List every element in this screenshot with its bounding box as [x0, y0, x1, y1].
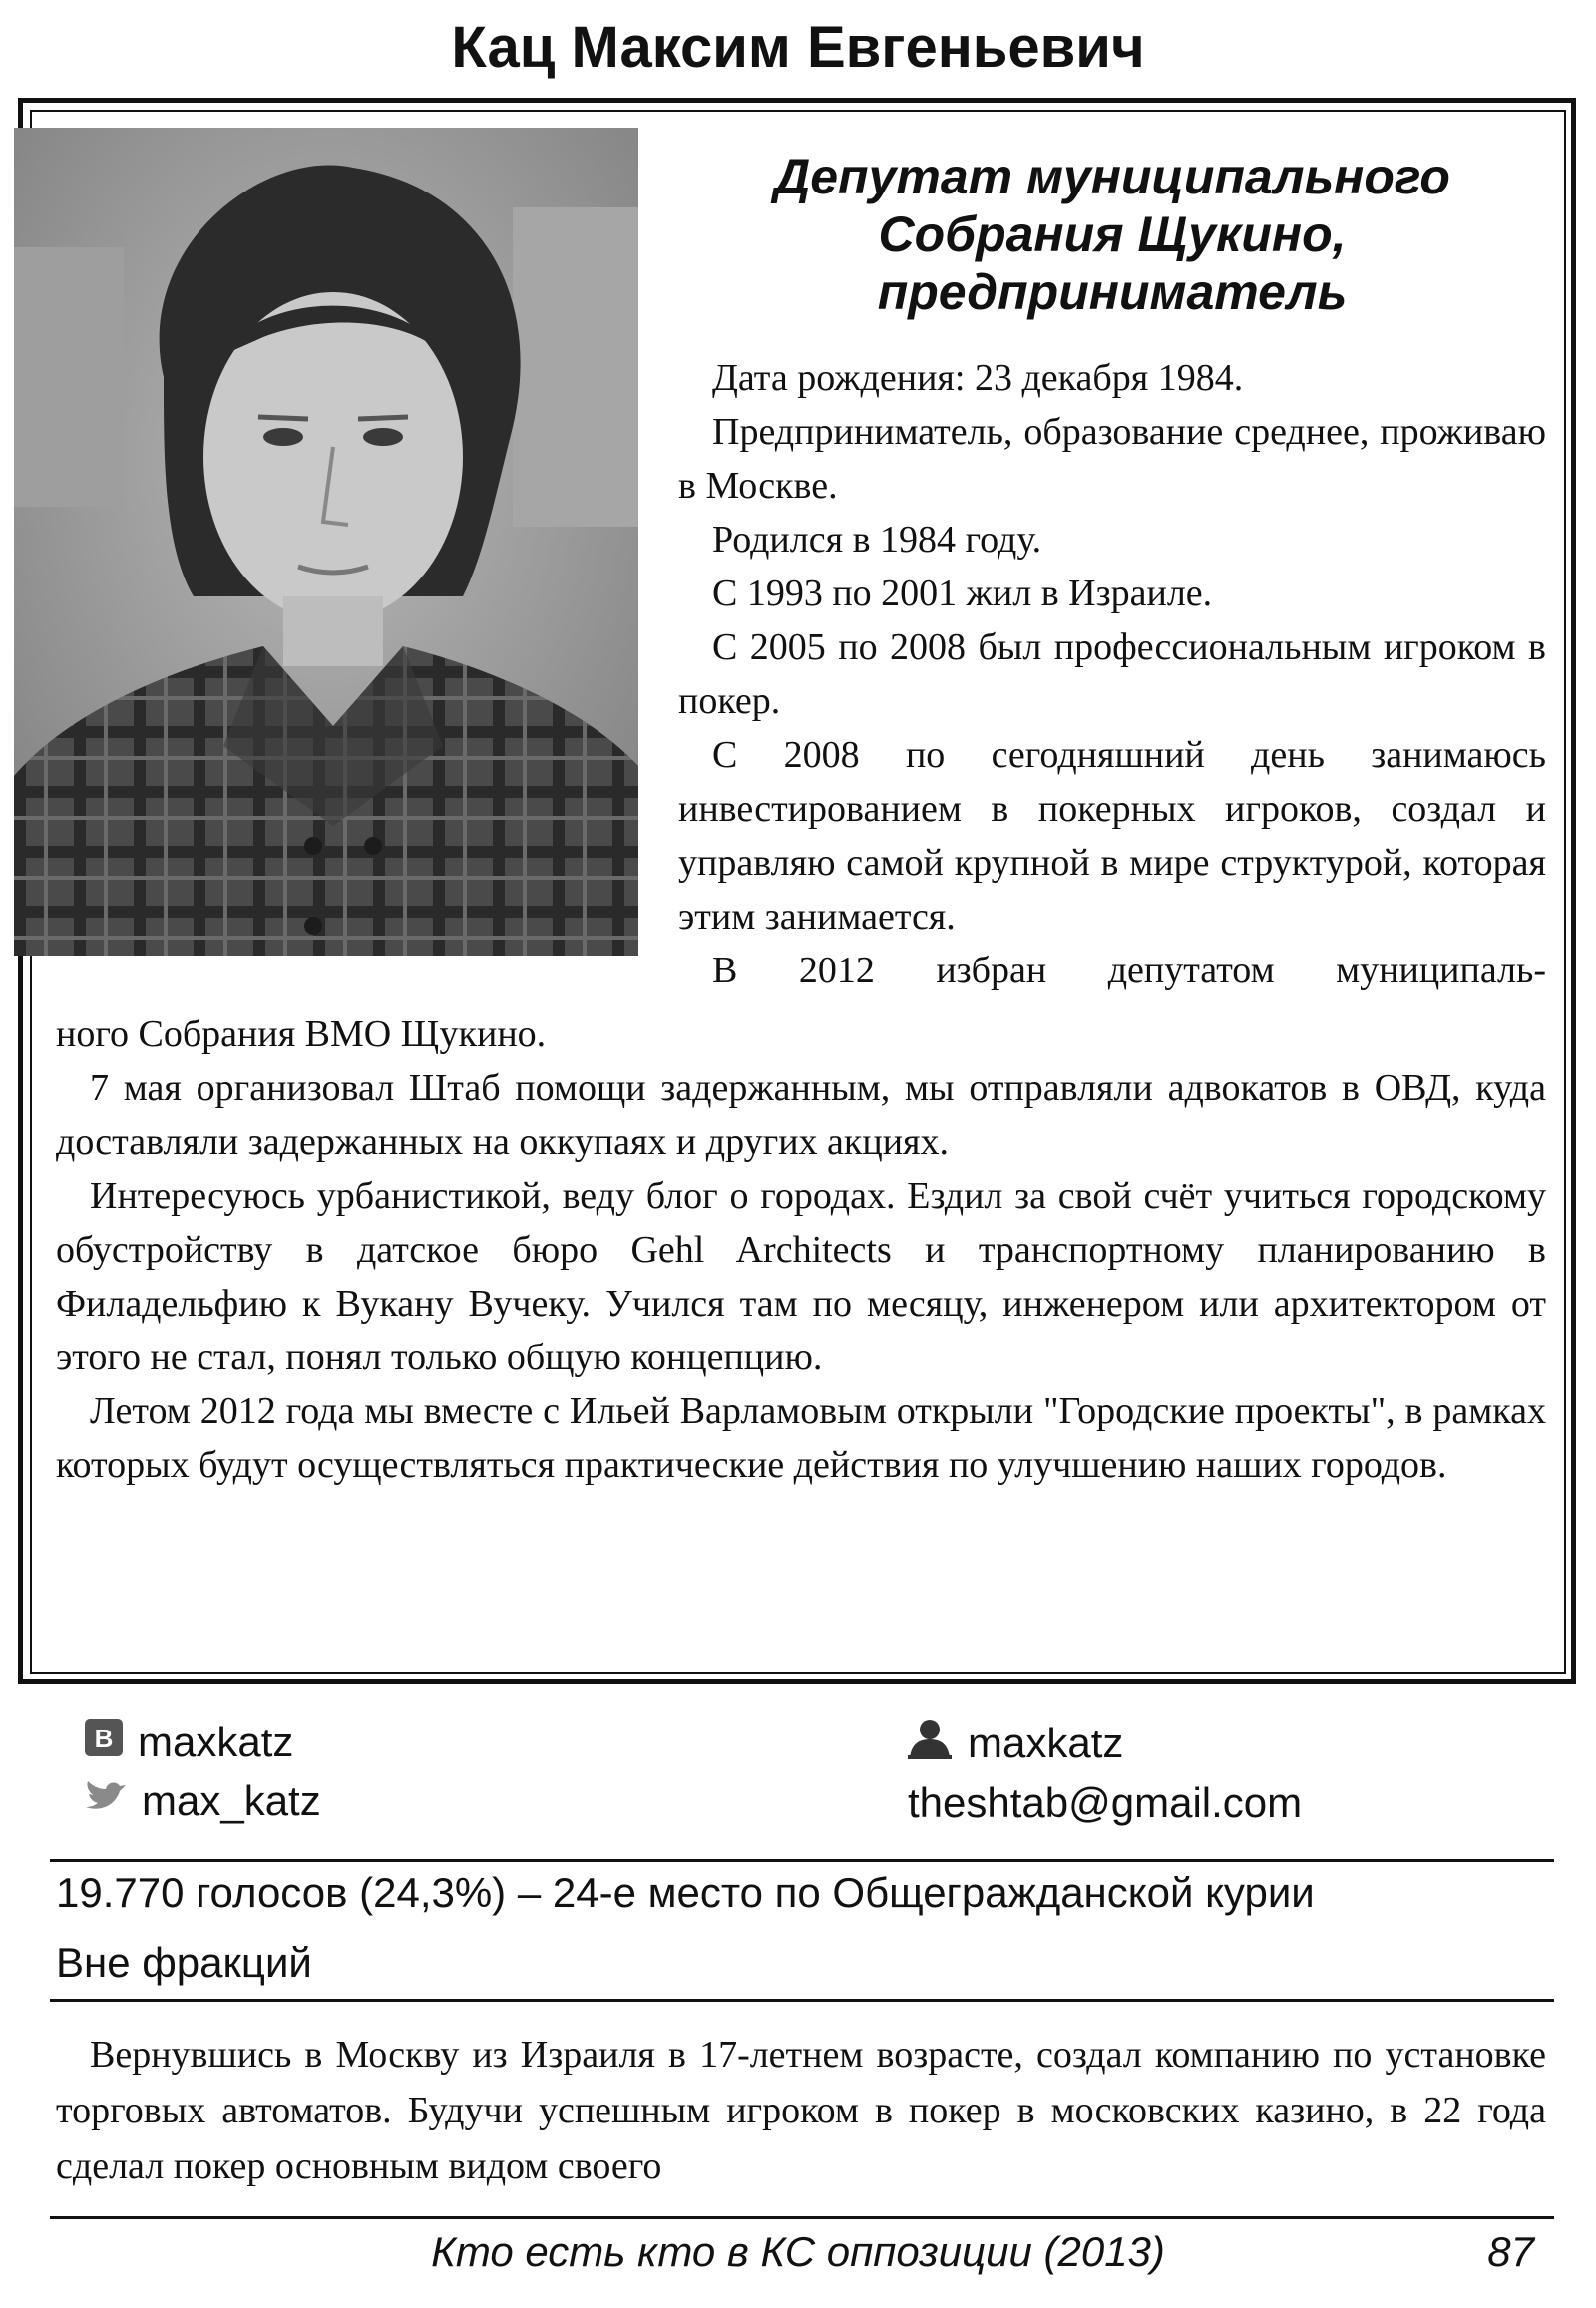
- faction: Вне фракций: [56, 1939, 312, 1986]
- bio-paragraph: Предприниматель, образование среднее, проживаю в Москве.: [678, 411, 1546, 507]
- votes-result: 19.770 голосов (24,3%) – 24-е место по Общегражданской курии: [56, 1869, 1315, 1916]
- page-number: 87: [1487, 2228, 1534, 2275]
- vk-contact[interactable]: [84, 1718, 293, 1767]
- livejournal-handle: maxkatz: [968, 1720, 1124, 1766]
- bio-paragraph: 7 мая организовал Штаб помощи задержанным, мы отправляли адвокатов в ОВД, куда доставляли задержанных на оккупаях и других акциях.: [56, 1067, 1546, 1163]
- divider: [50, 1999, 1554, 2002]
- twitter-contact[interactable]: [84, 1777, 321, 1825]
- bio-paragraph: ного Собрания ВМО Щукино.: [56, 1013, 547, 1055]
- portrait-photo: [14, 128, 638, 956]
- bio-paragraph: Дата рождения: 23 декабря 1984.: [712, 357, 1244, 399]
- bio-paragraph: С 1993 по 2001 жил в Израиле.: [712, 573, 1213, 614]
- vk-handle: maxkatz: [138, 1719, 294, 1765]
- email-address: theshtab@gmail.com: [908, 1779, 1303, 1826]
- bio-paragraph: В 2012 избран депутатом муниципаль-: [712, 950, 1546, 991]
- bio-full-width: [56, 1007, 1546, 1492]
- twitter-icon: [84, 1777, 128, 1825]
- divider: [50, 1859, 1554, 1862]
- email-contact[interactable]: [908, 1779, 1302, 1827]
- bio-paragraph: Летом 2012 года мы вместе с Ильей Варламовым открыли "Городские проекты", в рамках которых будут осуществляться практические действия по улучшению наших городов.: [56, 1390, 1546, 1486]
- bio-paragraph: С 2008 по сегодняшний день занимаюсь инвестированием в покерных игроков, создал и управляю самой крупной в мире структурой, которая этим занимается.: [678, 734, 1546, 938]
- footer-divider: [50, 2216, 1554, 2219]
- footer-title: Кто есть кто в КС оппозиции (2013): [431, 2228, 1165, 2275]
- page-title: Кац Максим Евгеньевич: [451, 15, 1145, 80]
- bio-continuation: [56, 2027, 1546, 2194]
- subtitle: Депутат муниципального Собрания Щукино, предприниматель: [774, 149, 1450, 320]
- bio-paragraph: Вернувшись в Москву из Израиля в 17-летнем возрасте, создал компанию по установке торговых автоматов. Будучи успешным игроком в покер в московских казино, в 22 года сделал покер основным видом своего: [56, 2034, 1546, 2187]
- bio-right-column: [678, 351, 1546, 997]
- bio-paragraph: Родился в 1984 году.: [712, 519, 1042, 561]
- twitter-handle: max_katz: [142, 1777, 321, 1824]
- bio-paragraph: С 2005 по 2008 был профессиональным игроком в покер.: [678, 626, 1546, 722]
- vk-icon: [84, 1718, 124, 1767]
- bio-paragraph: Интересуюсь урбанистикой, веду блог о городах. Ездил за свой счёт учиться городскому обустройству в датское бюро Gehl Architects и транспортному планированию в Филадельфию к Вукану Вучеку. Учился там по месяцу, инженером или архитектором от этого не стал, понял только общую концепцию.: [56, 1175, 1546, 1378]
- livejournal-user-icon: [906, 1718, 954, 1769]
- livejournal-contact[interactable]: [906, 1718, 1123, 1769]
- svg-text:B: B: [94, 1724, 114, 1753]
